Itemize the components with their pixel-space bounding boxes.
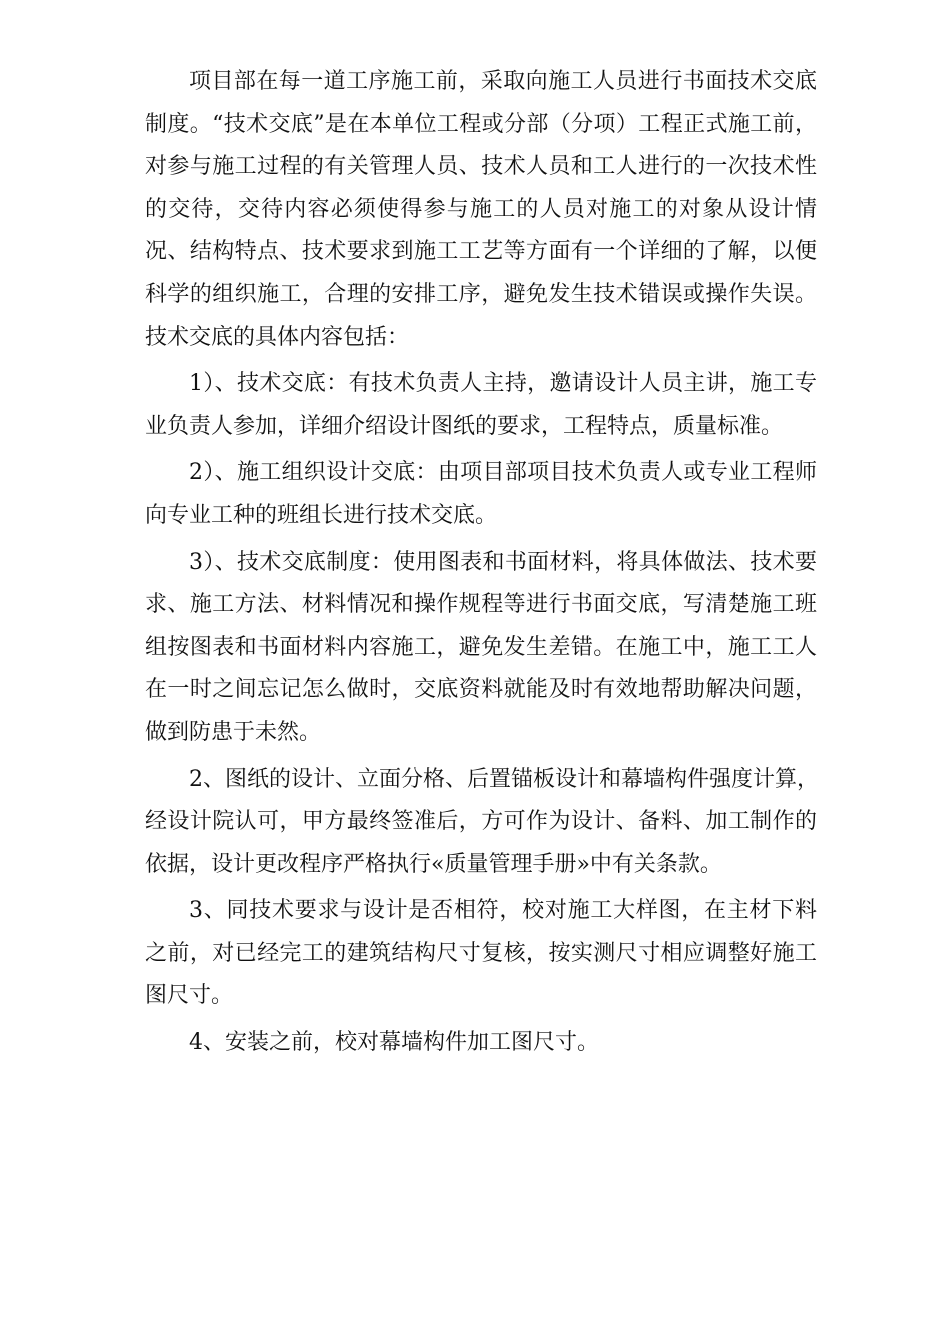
paragraph-section-2 [145,759,817,887]
paragraph-item-3 [145,542,817,755]
text-line: 图尺寸。 [145,983,234,1009]
paragraph-technical-briefing-intro [145,61,817,359]
text-line: 况、结构特点、技术要求到施工工艺等方面有一个详细的了解，以便 [145,239,817,265]
text-line: 1）、技术交底：有技术负责人主持，邀请设计人员主讲，施工专 [189,371,817,397]
text-line: 2、图纸的设计、立面分格、后置锚板设计和幕墙构件强度计算， [189,766,819,792]
paragraph-section-3 [145,890,817,1018]
text-line: 经设计院认可，甲方最终签准后，方可作为设计、备料、加工制作的 [145,809,817,835]
text-line: 4、安装之前，校对幕墙构件加工图尺寸。 [189,1030,599,1056]
text-line: 科学的组织施工，合理的安排工序，避免发生技术错误或操作失误。 [145,281,817,307]
text-line: 的交待，交待内容必须使得参与施工的人员对施工的对象从设计情 [145,196,817,222]
text-line: 2）、施工组织设计交底：由项目部项目技术负责人或专业工程师 [189,460,817,486]
text-line: 技术交底的具体内容包括： [145,324,410,350]
text-line: 组按图表和书面材料内容施工，避免发生差错。在施工中，施工工人 [145,634,817,660]
paragraph-item-1 [145,363,817,448]
text-line: 业负责人参加，详细介绍设计图纸的要求，工程特点，质量标准。 [145,413,784,439]
text-line: 制度。“技术交底”是在本单位工程或分部（分项）工程正式施工前， [145,111,817,137]
text-line: 3）、技术交底制度：使用图表和书面材料，将具体做法、技术要 [189,549,817,575]
text-line: 在一时之间忘记怎么做时，交底资料就能及时有效地帮助解决问题， [145,677,817,703]
document-body [145,61,817,1069]
text-line: 求、施工方法、材料情况和操作规程等进行书面交底，写清楚施工班 [145,592,817,618]
paragraph-section-4 [145,1022,817,1065]
paragraph-item-2 [145,452,817,537]
text-line: 做到防患于未然。 [145,719,322,745]
text-line: 之前，对已经完工的建筑结构尺寸复核，按实测尺寸相应调整好施工 [145,940,817,966]
text-line: 向专业工种的班组长进行技术交底。 [145,502,498,528]
text-line: 依据，设计更改程序严格执行«质量管理手册»中有关条款。 [145,851,722,877]
text-line: 项目部在每一道工序施工前，采取向施工人员进行书面技术交底 [189,69,817,94]
text-line: 对参与施工过程的有关管理人员、技术人员和工人进行的一次技术性 [145,154,817,180]
text-line: 3、同技术要求与设计是否相符，校对施工大样图，在主材下料 [189,898,817,924]
